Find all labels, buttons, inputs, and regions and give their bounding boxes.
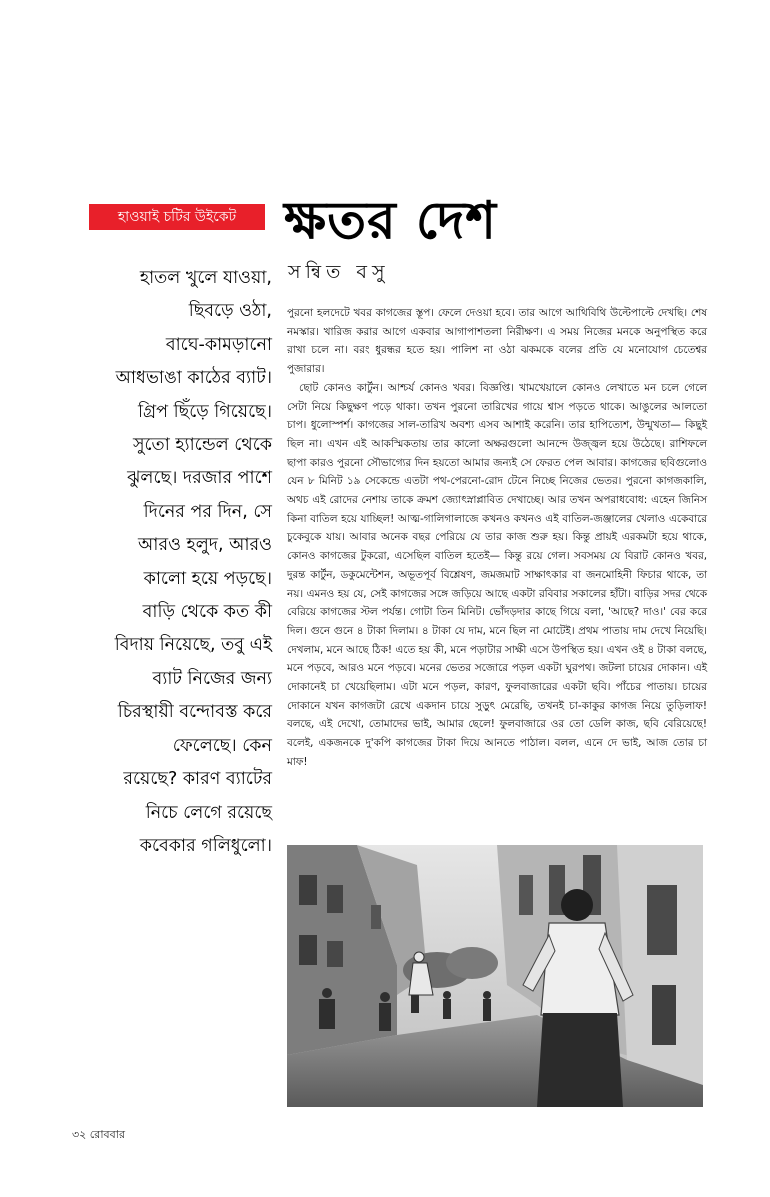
pullquote-line: রয়েছে? কারণ ব্যাটের [123,769,272,790]
pullquote-line: ছিবড়ে ওঠা, [188,301,272,322]
body-paragraph: ছোট কোনও কার্টুন। আশ্চর্য কোনও খবর। বিজ্ঞপ্তি। খামখেয়ালে কোনও লেখাতে মন চলে গেলে সেটা নিয়ে কিছুক্ষণ পড়ে থাকা। তখন পুরনো তারিখের গায়ে শ্বাস পড়তে থাকে। আঙুলের আলতো চাপ। ধুলোস্পর্শ। কাগজের সাল-তারিখ অবশ্য এসব আশাই করেনি। তার হাপিত্যেশ, উন্মুখতা— কিছুই ছিল না। এখন এই আকস্মিকতায় তার কালো অক্ষরগুলো আনন্দে উজ্জ্বল হয়ে উঠেছে। রাশিফলে ছাপা কারও পুরনো সৌভাগ্যের দিন হয়তো আমার জন্যই সে ফেরত পেল আবার। কাগজের ছবিগুলোও যেন ৮ মিনিট ১৯ সেকেন্ডে এতটা পথ-পেরনো-রোদ টেনে নিচ্ছে নিজের ভেতর। পুরনো কাগজকালি, অথচ এই রোদের নেশায় তাকে ক্রমশ জ্যোৎস্নাপ্লাবিত দেখাচ্ছে। আর তখন অপরাধবোধ: এহেন জিনিস কিনা বাতিল হয়ে যাচ্ছিল! আত্ম-গালিগালাজে কখনও কখনও এই বাতিল-জঞ্জালের খেলাও একেবারে চুকেবুকে যায়। আবার অনেক বছর পেরিয়ে যে তার কাজ শুরু হয়। কিন্তু প্রায়ই এরকমটা হয়ে থাকে, কোনও কাগজের টুকরো, এসেছিল বাতিল হতেই— কিন্তু রয়ে গেল। সবসময় যে বিরাট কোনও খবর, দুরন্ত কার্টুন, ডকুমেন্টেশন, অভূতপূর্ব বিশ্লেষণ, জমজমাট সাক্ষাৎকার বা জনমোহিনী ফিচার থাকে, তা নয়। এমনও হয় যে, সেই কাগজের সঙ্গে জড়িয়ে আছে একটা রবিবার সকালের হাঁটা। বাড়ির সদর থেকে বেরিয়ে কাগজের স্টল পর্যন্ত। গোটা তিন মিনিট। ভোঁদড়দার কাছে গিয়ে বলা, 'আছে? দাও।' বের করে দিল। গুনে গুনে ৪ টাকা দিলাম। ৪ টাকা যে দাম, মনে ছিল না মোটেই। প্রথম পাতায় দাম দেখে নিয়েছি। দেখলাম, মনে আছে ঠিক! এতে হয় কী, মনে পড়াটার সাক্ষী এসে উপস্থিত হয়। এখন ওই ৪ টাকা বলছে, মনে পড়বে, আরও মনে পড়বে। মনের ভেতর সজোরে পড়ল একটা ঘুরপথ। জটলা চায়ের দোকান। এই দোকানেই চা খেয়েছিলাম। এটা মনে পড়ল, কারণ, ফুলবাজারের একটা ছবি। পাঁচের পাতায়। চায়ের দোকানে যখন কাগজটা রেখে একদান চায়ে সুড়ুৎ মেরেছি, তখনই চা-কাকুর কাগজ নিয়ে তুড়িলাফ! বলছে, এই দেখো, তোমাদের ভাই, আমার ছেলে! ফুলবাজারে ওর তো ডেলি কাজ, ছবি বেরিয়েছে! বলেই, একজনকে দু'কপি কাগজের টাকা দিয়ে আনতে পাঠাল। বলল, এনে দে ভাই, আজ তোর চা মাফ! [287,381,707,768]
pullquote [88,262,272,863]
pullquote-line: ফেলেছে। কেন [172,735,272,756]
body-paragraph: পুরনো হলদেটে খবর কাগজের স্তূপ। ফেলে দেওয়া হবে। তার আগে আথিবিথি উল্টেপাল্টে দেখছি। শেষ নমস্কার। খারিজ করার আগে একবার আগাপাশতলা নিরীক্ষণ। এ সময় নিজের মনকে অনুপস্থিত করে রাখা চলে না। বরং ধুরন্ধর হতে হয়। পালিশ না ওঠা ঝকমকে বলের প্রতি যে মনোযোগ চেতেশ্বর পুজারার। [287,307,707,376]
photo-illustration [287,845,703,1107]
series-tag: হাওয়াই চটির উইকেট [89,204,265,230]
article-body [287,304,707,772]
pullquote-line: আরও হলুদ, আরও [138,535,272,556]
pullquote-line: কবেকার গলিধুলো। [139,835,272,856]
pullquote-line: চিরস্থায়ী বন্দোবস্ত করে [117,702,272,723]
pullquote-line: বিদায় নিয়েছে, তবু এই [114,635,272,656]
pullquote-line: সুতো হ্যান্ডেল থেকে [132,435,272,456]
pullquote-line: হাতল খুলে যাওয়া, [139,268,272,288]
pullquote-line: বাঘে-কামড়ানো [165,334,272,355]
street-cricket-photo [287,845,703,1107]
byline: সন্বিত বসু [288,261,390,283]
pullquote-line: দিনের পর দিন, সে [143,501,272,522]
pullquote-line: বাড়ি থেকে কত কী [142,602,272,623]
pullquote-line: নিচে লেগে রয়েছে [145,802,272,823]
page-folio: ৩২ রোববার [72,1128,125,1141]
pullquote-line: ঝুলছে। দরজার পাশে [127,468,272,489]
headline: ক্ষতর দেশ [284,191,498,251]
pullquote-line: ব্যাট নিজের জন্য [152,668,272,689]
pullquote-line: কালো হয়ে পড়ছে। [143,568,272,589]
pullquote-line: আধভাঙা কাঠের ব্যাট। [115,368,272,389]
pullquote-line: গ্রিপ ছিঁড়ে গিয়েছে। [138,401,272,422]
